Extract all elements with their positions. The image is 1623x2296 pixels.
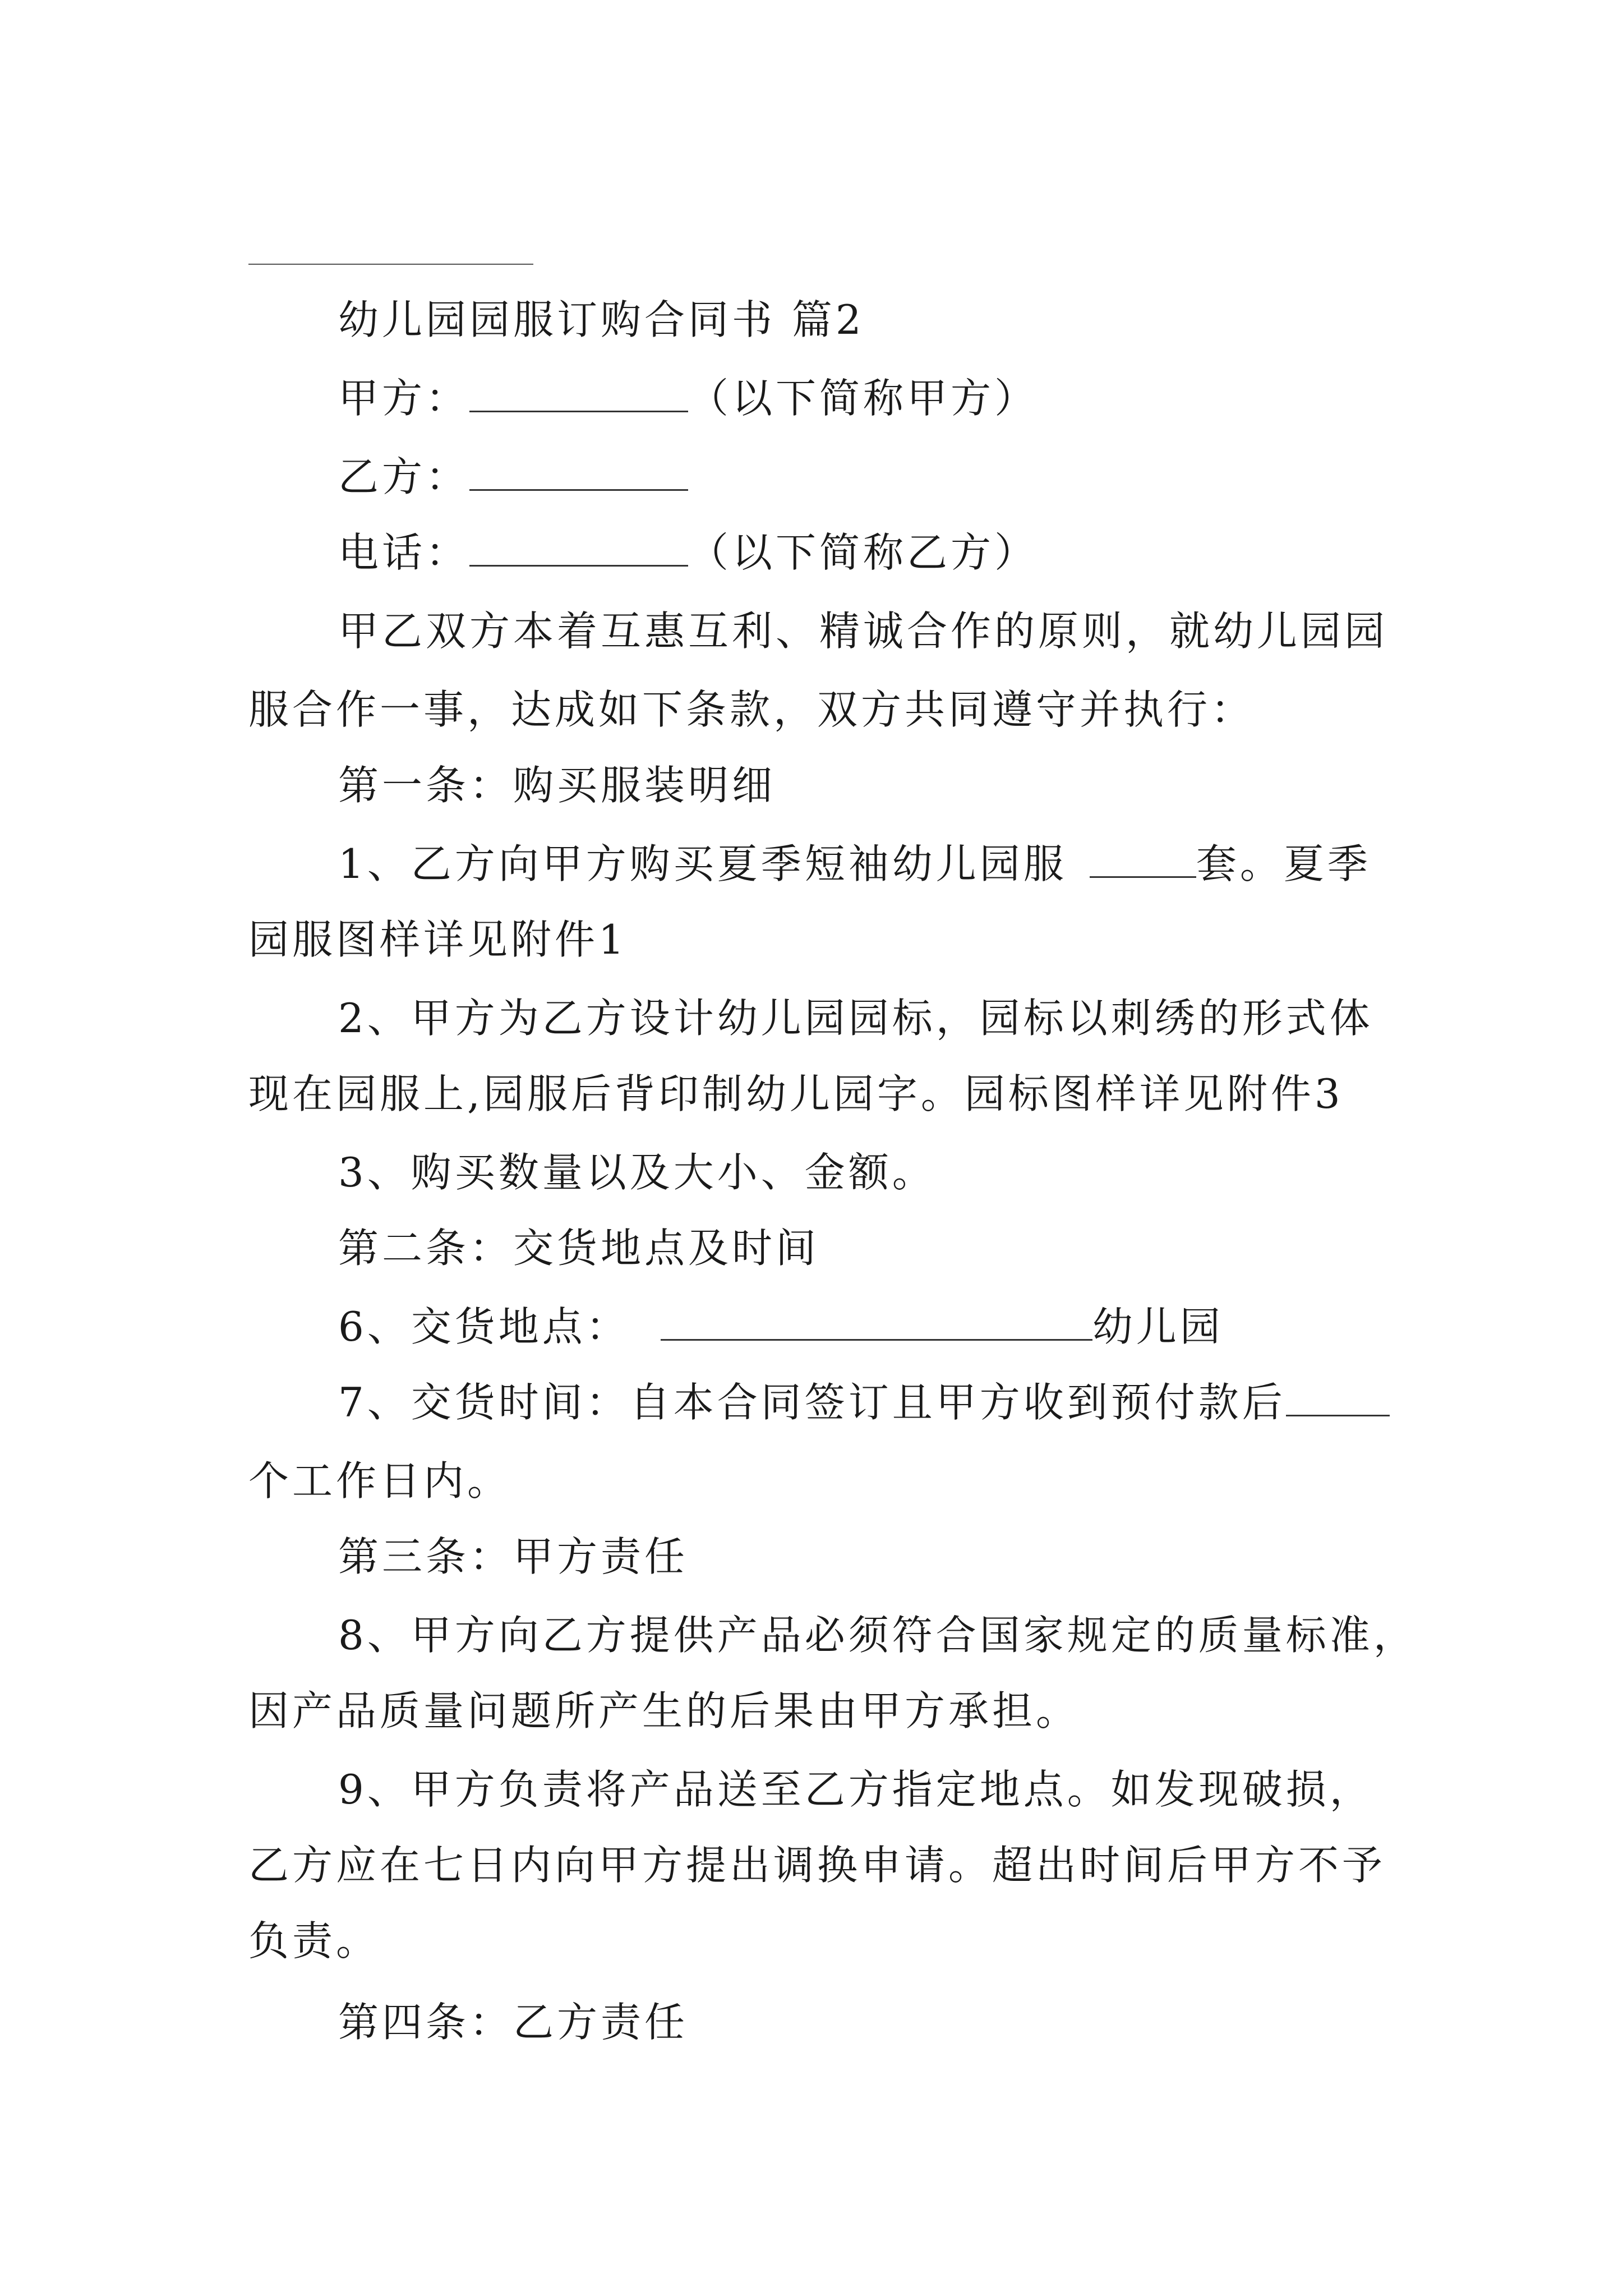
contract-title: 幼儿园园服订购合同书 篇2	[338, 296, 865, 343]
item-7-line-1	[338, 1374, 1482, 1430]
item-1-text: 1、乙方向甲方购买夏季短袖幼儿园服	[338, 840, 1067, 887]
item-3: 3、购买数量以及大小、金额。	[338, 1149, 936, 1196]
delivery-location-blank	[661, 1300, 1092, 1341]
item-6-suffix: 幼儿园	[1092, 1303, 1224, 1350]
party-a-label: 甲方：	[338, 375, 470, 422]
item-8-line-2: 因产品质量问题所产生的后果由甲方承担。	[248, 1687, 1080, 1734]
article-4-heading: 第四条：乙方责任	[338, 1999, 689, 2046]
item-7-text: 7、交货时间：自本合同签订且甲方收到预付款后	[338, 1379, 1286, 1426]
phone-suffix: （以下简称乙方）	[688, 529, 1039, 576]
item-1-quantity-blank	[1090, 837, 1196, 878]
item-6-line	[338, 1299, 1482, 1355]
article-3-heading: 第三条：甲方责任	[338, 1533, 689, 1580]
phone-line	[338, 524, 1482, 581]
item-1-line-1	[338, 836, 1482, 892]
top-divider	[248, 264, 533, 265]
party-a-blank	[469, 371, 688, 412]
party-a-line	[338, 370, 1482, 426]
item-9-line-1: 9、甲方负责将产品送至乙方指定地点。如发现破损，	[338, 1766, 1373, 1813]
party-b-blank	[469, 450, 688, 491]
article-1-heading: 第一条：购买服装明细	[338, 762, 776, 809]
item-6-label: 6、交货地点：	[338, 1303, 630, 1350]
party-a-suffix: （以下简称甲方）	[688, 375, 1039, 422]
item-8-line-1: 8、甲方向乙方提供产品必须符合国家规定的质量标准，	[338, 1612, 1417, 1659]
party-b-label: 乙方：	[338, 453, 470, 500]
item-2-line-1: 2、甲方为乙方设计幼儿园园标，园标以刺绣的形式体	[338, 995, 1373, 1042]
phone-blank	[469, 526, 688, 567]
item-9-line-2: 乙方应在七日内向甲方提出调换申请。超出时间后甲方不予	[248, 1842, 1386, 1889]
intro-line-2: 服合作一事，达成如下条款，双方共同遵守并执行：	[248, 686, 1255, 733]
article-2-heading: 第二条：交货地点及时间	[338, 1225, 820, 1272]
item-1-line-2: 园服图样详见附件1	[248, 916, 628, 963]
phone-label: 电话：	[338, 529, 470, 576]
item-7-line-2: 个工作日内。	[248, 1457, 511, 1504]
intro-line-1: 甲乙双方本着互惠互利、精诚合作的原则，就幼儿园园	[338, 608, 1389, 655]
item-2-line-2: 现在园服上,园服后背印制幼儿园字。园标图样详见附件3	[248, 1070, 1344, 1117]
delivery-days-blank	[1286, 1375, 1390, 1416]
item-9-line-3: 负责。	[248, 1917, 380, 1964]
item-1-text-end: 套。夏季	[1196, 840, 1371, 887]
party-b-line	[338, 449, 1482, 505]
